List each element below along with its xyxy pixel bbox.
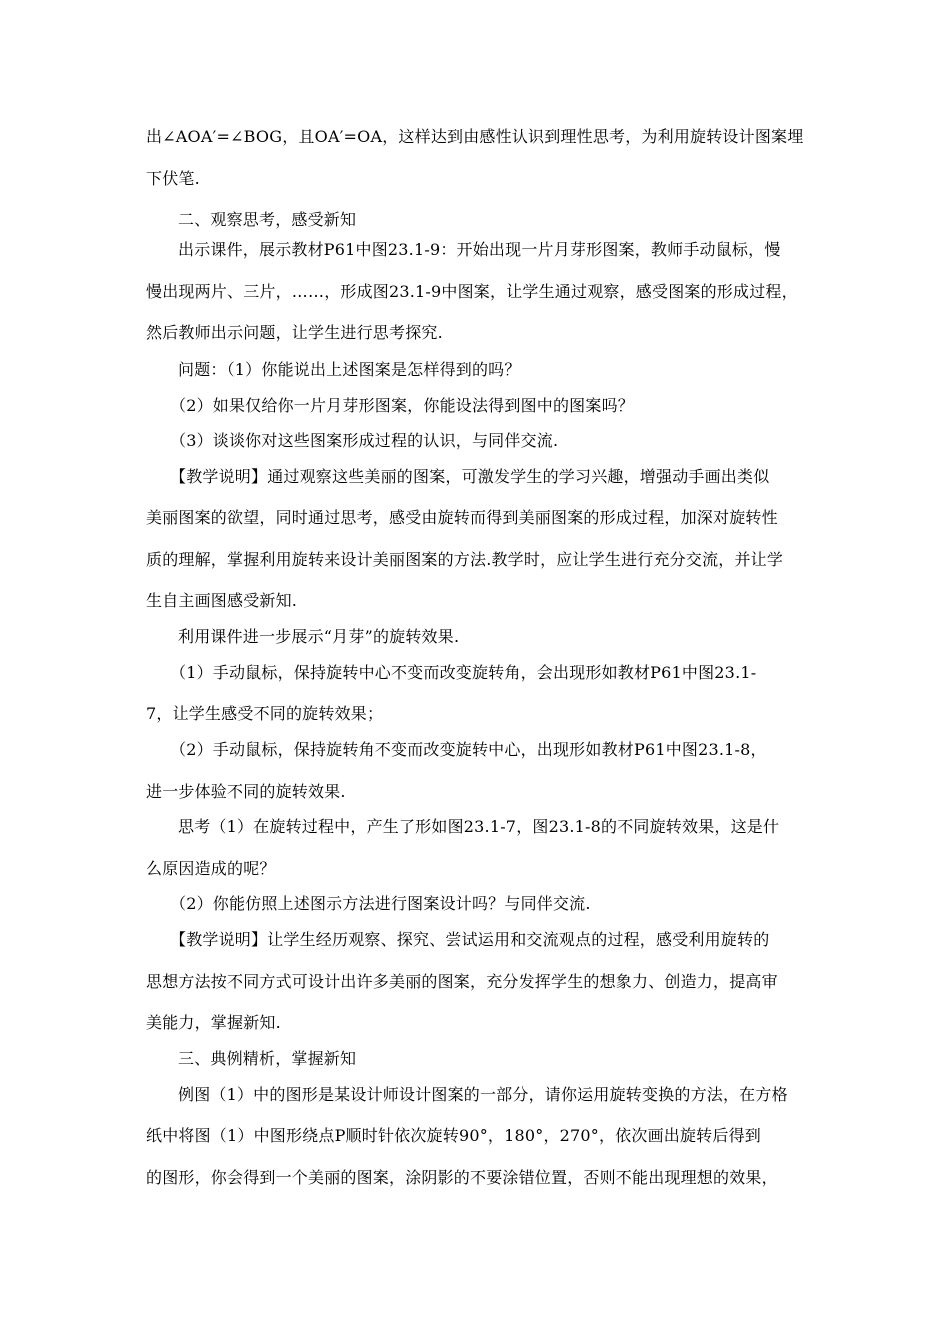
- text-line: 思想方法按不同方式可设计出许多美丽的图案，充分发挥学生的想象力、创造力，提高审: [146, 972, 778, 991]
- text-line: 出示课件，展示教材P61中图23.1-9：开始出现一片月芽形图案，教师手动鼠标，慢: [178, 240, 781, 259]
- teaching-note-line: 【教学说明】让学生经历观察、探究、尝试运用和交流观点的过程，感受利用旋转的: [170, 930, 770, 949]
- text-line: 质的理解，掌握利用旋转来设计美丽图案的方法.教学时，应让学生进行充分交流，并让学: [146, 550, 784, 569]
- text-line: （2）手动鼠标，保持旋转角不变而改变旋转中心，出现形如教材P61中图23.1-8，: [170, 740, 767, 759]
- text-line: 的图形，你会得到一个美丽的图案，涂阴影的不要涂错位置，否则不能出现理想的效果，: [146, 1168, 778, 1187]
- text-line: 下伏笔.: [146, 169, 200, 188]
- text-line: 然后教师出示问题，让学生进行思考探究.: [146, 323, 443, 342]
- text-line: 进一步体验不同的旋转效果.: [146, 782, 346, 801]
- text-line: 思考（1）在旋转过程中，产生了形如图23.1-7，图23.1-8的不同旋转效果，这是什: [178, 817, 780, 836]
- question-line: （2）如果仅给你一片月芽形图案，你能设法得到图中的图案吗？: [170, 396, 634, 415]
- text-line: 例图（1）中的图形是某设计师设计图案的一部分，请你运用旋转变换的方法，在方格: [178, 1085, 788, 1104]
- text-line: 利用课件进一步展示“月芽”的旋转效果.: [178, 627, 460, 646]
- question-line: 问题：（1）你能说出上述图案是怎样得到的吗？: [178, 360, 521, 379]
- text-line: （1）手动鼠标，保持旋转中心不变而改变旋转角，会出现形如教材P61中图23.1-: [170, 663, 757, 682]
- text-line: 生自主画图感受新知.: [146, 591, 298, 610]
- text-line: 纸中将图（1）中图形绕点P顺时针依次旋转90°，180°，270°，依次画出旋转后得到: [146, 1126, 761, 1145]
- section-heading: 二、观察思考，感受新知: [178, 210, 357, 229]
- teaching-note-line: 【教学说明】通过观察这些美丽的图案，可激发学生的学习兴趣，增强动手画出类似: [170, 467, 770, 486]
- section-heading: 三、典例精析，掌握新知: [178, 1049, 357, 1068]
- question-line: （3）谈谈你对这些图案形成过程的认识，与同伴交流.: [170, 431, 559, 450]
- text-line: 7，让学生感受不同的旋转效果；: [146, 704, 384, 723]
- text-line: 美能力，掌握新知.: [146, 1013, 281, 1032]
- text-line: 慢出现两片、三片，……，形成图23.1-9中图案，让学生通过观察，感受图案的形成过程，: [146, 282, 798, 301]
- text-line: 出∠AOA′=∠BOG，且OA′=OA，这样达到由感性认识到理性思考，为利用旋转设计图案埋: [146, 127, 804, 146]
- text-line: （2）你能仿照上述图示方法进行图案设计吗？与同伴交流.: [170, 894, 591, 913]
- text-line: 美丽图案的欲望，同时通过思考，感受由旋转而得到美丽图案的形成过程，加深对旋转性: [146, 508, 778, 527]
- text-line: 么原因造成的呢？: [146, 859, 276, 878]
